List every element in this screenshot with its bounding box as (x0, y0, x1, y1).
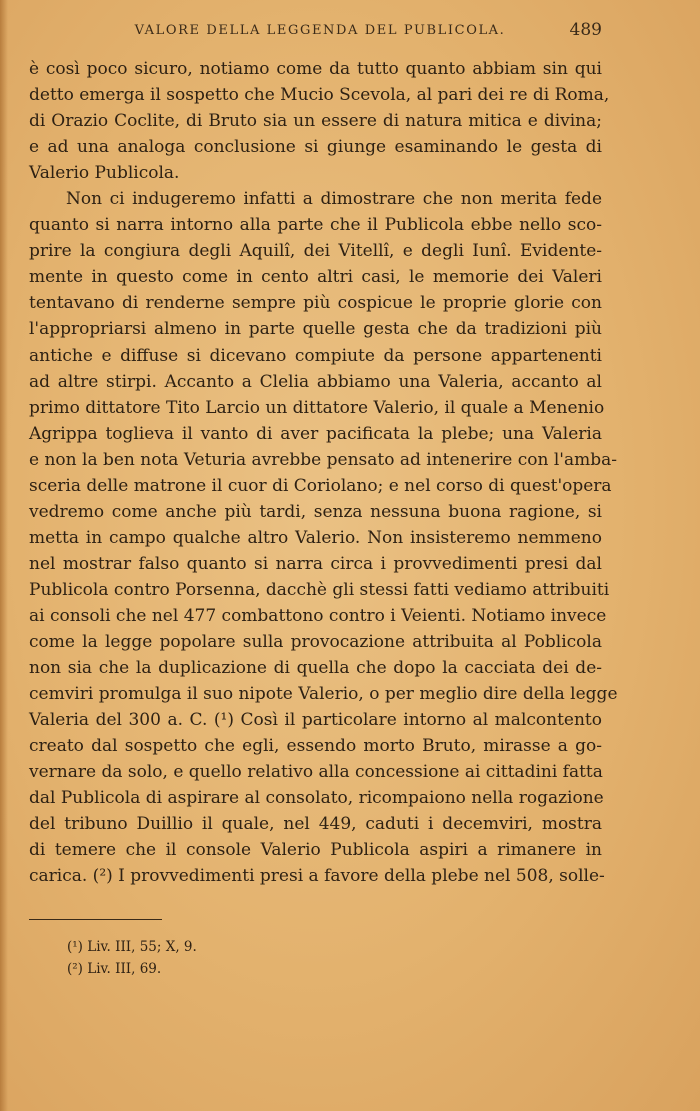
text-line: Non ci indugeremo infatti a dimostrare che non merita fede (66, 189, 602, 210)
text-line: Valeria del 300 a. C. (¹) Così il particolare intorno al malcontento (29, 710, 602, 731)
running-title: VALORE DELLA LEGGENDA DEL PUBLICOLA. (134, 23, 506, 38)
text-line: antiche e diffuse si dicevano compiute da persone appartenenti (29, 345, 602, 366)
text-line: metta in campo qualche altro Valerio. Non insisteremo nemmeno (29, 527, 602, 548)
text-line: di temere che il console Valerio Publicola aspiri a rimanere in (29, 840, 602, 861)
text-line: l'appropriarsi almeno in parte quelle gesta che da tradizioni più (29, 319, 602, 340)
text-line: creato dal sospetto che egli, essendo morto Bruto, mirasse a go- (29, 736, 602, 757)
text-line: prire la congiura degli Aquilî, dei Vitellî, e degli Iunî. Evidente- (29, 241, 602, 262)
text-line: vernare da solo, e quello relativo alla concessione ai cittadini fatta (29, 762, 603, 783)
footnote-divider (29, 919, 162, 920)
text-line: sceria delle matrone il cuor di Coriolano; e nel corso di quest'opera (29, 475, 612, 496)
text-line: come la legge popolare sulla provocazione attribuita al Poblicola (29, 632, 602, 653)
page-edge-shadow (0, 0, 8, 1111)
text-line: e non la ben nota Veturia avrebbe pensato ad intenerire con l'amba- (29, 449, 617, 470)
text-line: mente in questo come in cento altri casi, le memorie dei Valeri (29, 267, 602, 288)
text-line: dal Publicola di aspirare al consolato, ricompaiono nella rogazione (29, 788, 604, 809)
text-line: e ad una analoga conclusione si giunge esaminando le gesta di (29, 137, 602, 158)
body-text (29, 56, 618, 890)
text-line: del tribuno Duillio il quale, nel 449, caduti i decemviri, mostra (29, 814, 602, 835)
text-line: cemviri promulga il suo nipote Valerio, o per meglio dire della legge (29, 684, 618, 705)
text-line: quanto si narra intorno alla parte che il Publicola ebbe nello sco- (29, 215, 602, 236)
page-number: 489 (569, 20, 602, 40)
footnote: (¹) Liv. III, 55; X, 9. (67, 939, 197, 955)
text-line: nel mostrar falso quanto si narra circa i provvedimenti presi dal (29, 553, 602, 574)
running-head (0, 20, 700, 44)
footnotes (67, 936, 467, 980)
text-line: non sia che la duplicazione di quella che dopo la cacciata dei de- (29, 658, 602, 679)
text-line: di Orazio Coclite, di Bruto sia un essere di natura mitica e divina; (29, 111, 602, 132)
footnote: (²) Liv. III, 69. (67, 961, 162, 977)
text-line: primo dittatore Tito Larcio un dittatore Valerio, il quale a Menenio (29, 397, 605, 418)
text-line: tentavano di renderne sempre più cospicue le proprie glorie con (29, 293, 602, 314)
text-line: detto emerga il sospetto che Mucio Scevola, al pari dei re di Roma, (29, 85, 610, 106)
text-line: Valerio Publicola. (29, 163, 180, 184)
text-line: ad altre stirpi. Accanto a Clelia abbiamo una Valeria, accanto al (29, 371, 602, 392)
text-line: è così poco sicuro, notiamo come da tutto quanto abbiam sin qui (29, 59, 602, 79)
text-line: Agrippa toglieva il vanto di aver pacificata la plebe; una Valeria (29, 423, 602, 444)
text-line: carica. (²) I provvedimenti presi a favore della plebe nel 508, solle- (29, 866, 605, 887)
text-line: ai consoli che nel 477 combattono contro i Veienti. Notiamo invece (29, 605, 607, 626)
text-line: vedremo come anche più tardi, senza nessuna buona ragione, si (29, 501, 602, 522)
text-line: Publicola contro Porsenna, dacchè gli stessi fatti vediamo attribuiti (29, 579, 610, 600)
